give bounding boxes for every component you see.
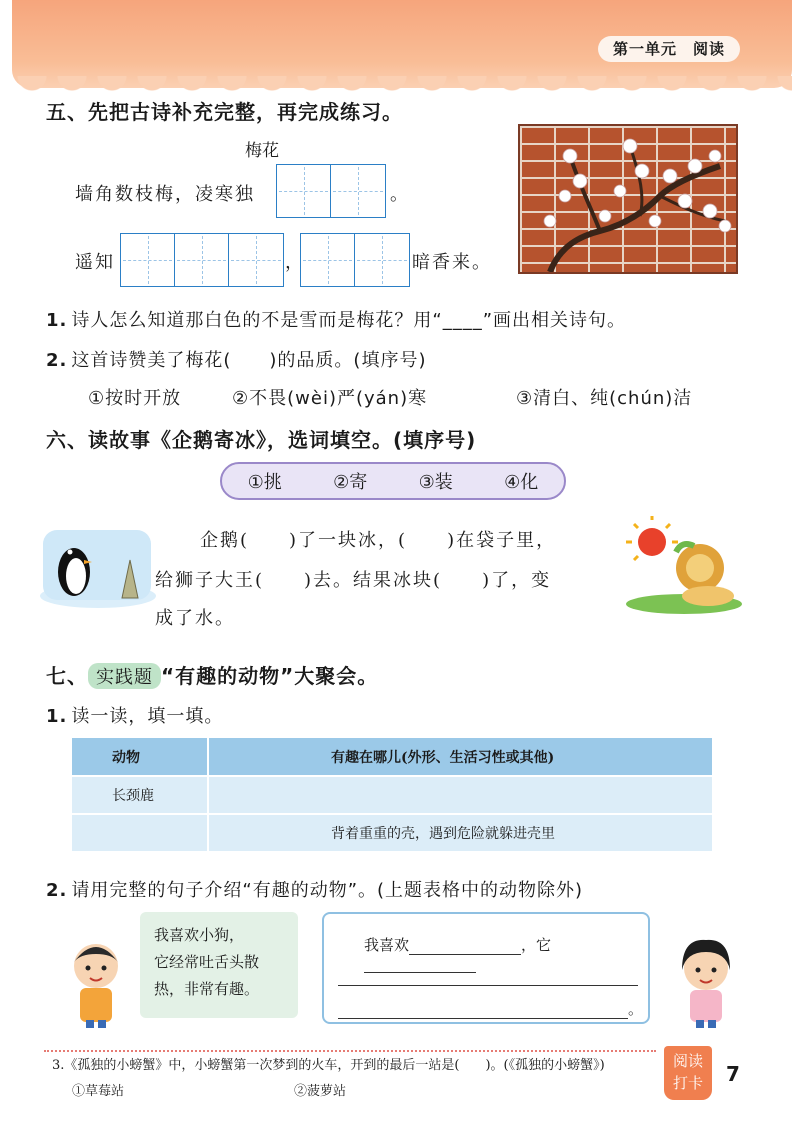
- plum-branch-icon: [520, 126, 736, 272]
- plum-blossom-illustration: [518, 124, 738, 274]
- fill-grid-line-2a[interactable]: [120, 233, 284, 287]
- header-animal: 动物: [72, 738, 208, 776]
- footer-divider: [44, 1050, 656, 1052]
- q-number: 2.: [46, 350, 68, 371]
- answer-end: 。: [628, 1000, 644, 1018]
- example-line-3: 热，非常有趣。: [154, 980, 260, 998]
- badge-line-2: 打卡: [672, 1074, 703, 1092]
- s5-option-1[interactable]: ①按时开放: [88, 388, 182, 409]
- girl-illustration: [670, 936, 744, 1028]
- unit-tab: 第一单元 阅读: [598, 36, 740, 62]
- q-text: 读一读，填一填。: [71, 706, 224, 727]
- story-line-2: 给狮子大王( )去。结果冰块( )了，变: [155, 570, 552, 591]
- poem-line-2-suffix: 暗香来。: [412, 252, 492, 273]
- poem-line-1-suffix: 。: [390, 184, 410, 205]
- blank-animal[interactable]: [409, 937, 521, 955]
- section-5-title: 五、先把古诗补充完整，再完成练习。: [46, 100, 403, 124]
- practice-tag: 实践题: [88, 663, 161, 689]
- lion-sun-illustration: [624, 516, 744, 616]
- grid-cell[interactable]: [277, 165, 331, 217]
- story-line-3: 成了水。: [155, 608, 235, 629]
- blank-line-3[interactable]: [338, 1001, 628, 1019]
- penguin-illustration: [38, 520, 156, 608]
- page-number: 7: [726, 1062, 740, 1086]
- answer-line-2[interactable]: [338, 968, 638, 986]
- poem-title: 梅花: [245, 141, 279, 161]
- q-number: 1.: [46, 310, 68, 331]
- badge-line-1: 阅读: [672, 1052, 703, 1070]
- table-row: [72, 814, 712, 852]
- footer-option-2[interactable]: ②菠萝站: [294, 1084, 347, 1099]
- title-suffix: “有趣的动物”大聚会。: [161, 664, 379, 688]
- boy-illustration: [62, 936, 132, 1028]
- section-6-title: 六、读故事《企鹅寄冰》，选词填空。(填序号): [46, 428, 477, 452]
- answer-mid: ，它: [521, 936, 552, 954]
- table-cell-input[interactable]: [72, 814, 208, 852]
- q-text: 这首诗赞美了梅花( )的品质。(填序号): [71, 350, 427, 371]
- reading-checkin-badge[interactable]: [664, 1046, 712, 1100]
- grid-cell[interactable]: [175, 234, 229, 286]
- poem-line-1-prefix: 墙角数枝梅，凌寒独: [75, 184, 255, 205]
- word-choice-box: [220, 462, 566, 500]
- word-option-2[interactable]: ②寄: [333, 472, 368, 493]
- example-bubble: [140, 912, 298, 1018]
- s5-question-2: [46, 346, 426, 372]
- poem-line-2-prefix: 遥知: [75, 252, 115, 273]
- answer-line-3: [338, 998, 643, 1019]
- grid-cell[interactable]: [355, 234, 409, 286]
- animal-table: [72, 738, 712, 853]
- grid-cell[interactable]: [121, 234, 175, 286]
- q-text: 诗人怎么知道那白色的不是雪而是梅花？用“____”画出相关诗句。: [71, 310, 627, 331]
- s5-option-2[interactable]: ②不畏(wèi)严(yán)寒: [232, 388, 428, 409]
- fill-grid-line-2b[interactable]: [300, 233, 410, 287]
- section-7-title: [46, 660, 378, 689]
- footer-question: 3.《孤独的小螃蟹》中，小螃蟹第一次梦到的火车，开到的最后一站是( )。(《孤独的小螃蟹》): [52, 1058, 605, 1073]
- answer-bubble[interactable]: [322, 912, 650, 1024]
- q-number: 2.: [46, 880, 68, 901]
- table-cell: 背着重重的壳，遇到危险就躲进壳里: [208, 814, 712, 852]
- answer-prefix: 我喜欢: [364, 936, 410, 954]
- table-cell-input[interactable]: [208, 776, 712, 814]
- example-line-2: 它经常吐舌头散: [154, 953, 260, 971]
- word-option-4[interactable]: ④化: [504, 472, 539, 493]
- example-line-1: 我喜欢小狗，: [154, 926, 245, 944]
- s5-question-1: [46, 306, 626, 332]
- s5-option-3[interactable]: ③清白、纯(chún)洁: [516, 388, 693, 409]
- s7-question-1: [46, 702, 223, 728]
- word-option-1[interactable]: ①挑: [247, 472, 282, 493]
- title-prefix: 七、: [46, 664, 88, 688]
- q-text: 请用完整的句子介绍“有趣的动物”。(上题表格中的动物除外): [71, 880, 584, 901]
- poem-line-2-comma: ，: [285, 252, 305, 273]
- fill-grid-line-1[interactable]: [276, 164, 386, 218]
- grid-cell[interactable]: [331, 165, 385, 217]
- grid-cell[interactable]: [229, 234, 283, 286]
- table-cell: 长颈鹿: [72, 776, 208, 814]
- table-header-row: [72, 738, 712, 776]
- header-interesting: 有趣在哪儿(外形、生活习性或其他): [208, 738, 712, 776]
- table-row: [72, 776, 712, 814]
- story-line-1: 企鹅( )了一块冰，( )在袋子里，: [200, 530, 557, 551]
- s7-question-2: [46, 876, 583, 902]
- word-option-3[interactable]: ③装: [418, 472, 453, 493]
- q-number: 1.: [46, 706, 68, 727]
- grid-cell[interactable]: [301, 234, 355, 286]
- footer-option-1[interactable]: ①草莓站: [72, 1084, 125, 1099]
